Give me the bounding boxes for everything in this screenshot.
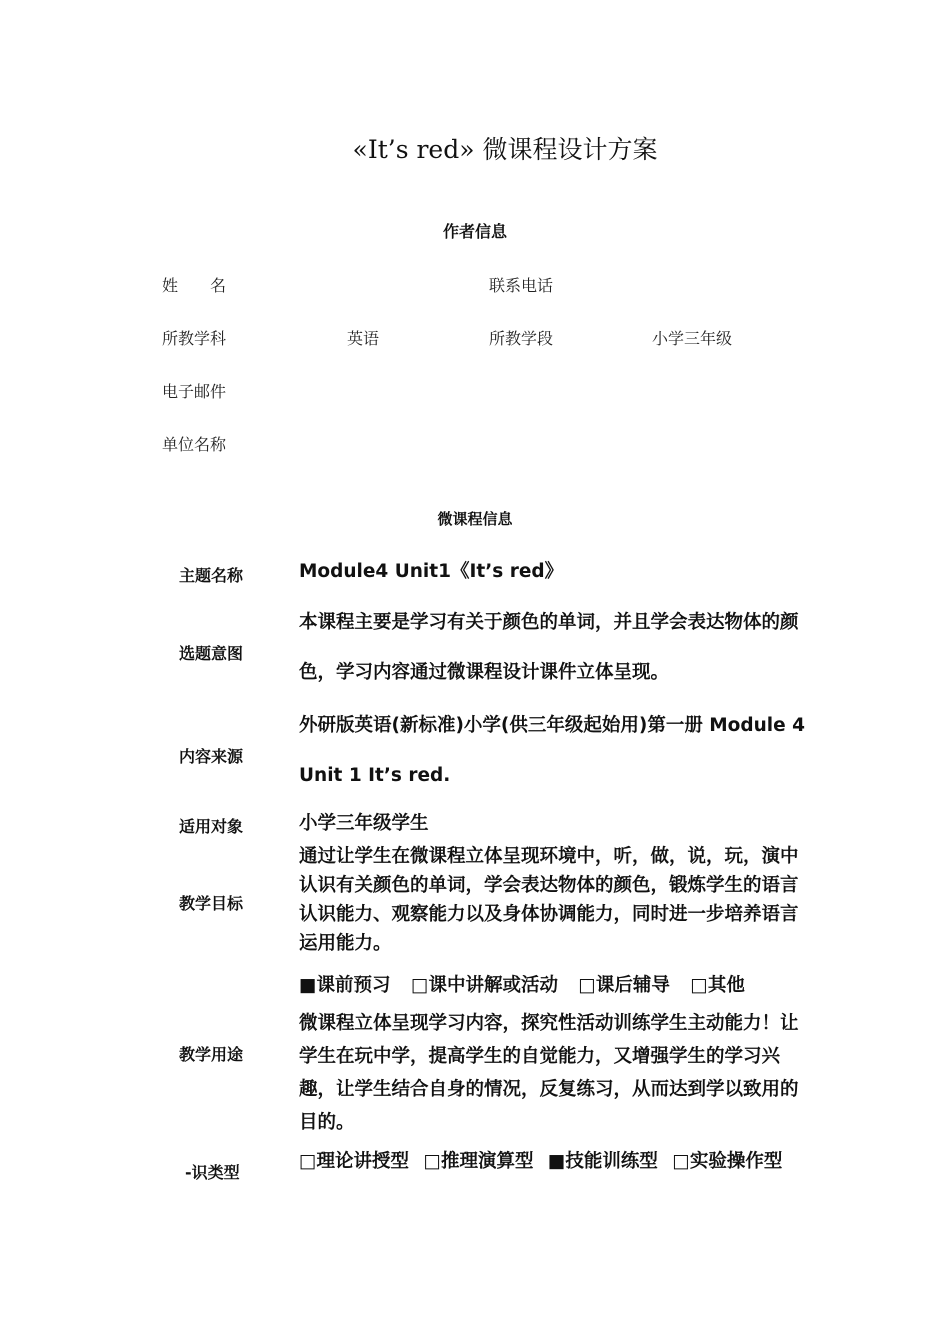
document-title: «It’s red» 微课程设计方案 <box>352 135 658 164</box>
stage-value: 小学三年级 <box>652 329 733 348</box>
type-label: -识类型 <box>185 1163 240 1182</box>
type-option-reasoning[interactable] <box>423 1147 533 1173</box>
usage-option-in-class[interactable] <box>411 971 558 997</box>
goals-label: 教学目标 <box>179 894 244 913</box>
audience-value: 小学三年级学生 <box>299 813 429 834</box>
usage-option-label: 课后辅导 <box>595 975 670 996</box>
checkbox-empty-icon: □ <box>578 975 596 996</box>
name-label: 姓 名 <box>162 276 227 295</box>
type-option-skill[interactable] <box>548 1147 658 1173</box>
usage-option-label: 其他 <box>707 975 745 996</box>
usage-options <box>299 971 759 997</box>
author-info-heading: 作者信息 <box>442 222 507 241</box>
usage-option-preview[interactable] <box>299 971 391 997</box>
type-option-label: 技能训练型 <box>565 1151 658 1172</box>
type-option-theory[interactable] <box>299 1147 409 1173</box>
usage-option-after-class[interactable] <box>578 971 670 997</box>
source-label: 内容来源 <box>179 747 244 766</box>
checkbox-checked-icon: ■ <box>547 1151 566 1172</box>
course-info-heading: 微课程信息 <box>437 510 513 528</box>
topic-label: 主题名称 <box>179 566 244 585</box>
checkbox-empty-icon: □ <box>672 1151 690 1172</box>
usage-option-label: 课中讲解或活动 <box>428 975 558 996</box>
email-label: 电子邮件 <box>162 382 227 401</box>
type-options <box>299 1147 782 1173</box>
type-option-label: 推理演算型 <box>440 1151 534 1172</box>
checkbox-empty-icon: □ <box>423 1151 441 1172</box>
unit-label: 单位名称 <box>162 435 227 454</box>
type-option-label: 实验操作型 <box>689 1151 783 1172</box>
audience-label: 适用对象 <box>179 817 244 836</box>
source-value: 外研版英语(新标准)小学(供三年级起始用)第一册 Module 4 Unit 1 It’s red. <box>299 715 824 786</box>
usage-option-label: 课前预习 <box>316 975 391 996</box>
goals-value: 通过让学生在微课程立体呈现环境中，听，做，说，玩，演中认识有关颜色的单词，学会表达物体的颜色，锻炼学生的语言认识能力、观察能力以及身体协调能力，同时进一步培养语言运用能力。 <box>299 846 799 954</box>
phone-label: 联系电话 <box>489 276 554 295</box>
usage-label: 教学用途 <box>179 1045 244 1064</box>
usage-option-other[interactable] <box>690 971 745 997</box>
topic-value: Module4 Unit1《It’s red》 <box>299 561 564 582</box>
subject-label: 所教学科 <box>162 329 227 348</box>
intent-label: 选题意图 <box>179 644 244 663</box>
usage-value: 微课程立体呈现学习内容，探究性活动训练学生主动能力！让学生在玩中学，提高学生的自觉能力，又增强学生的学习兴趣，让学生结合自身的情况，反复练习，从而达到学以致用的目的。 <box>299 1013 799 1133</box>
intent-value: 本课程主要是学习有关于颜色的单词，并且学会表达物体的颜色，学习内容通过微课程设计课件立体呈现。 <box>299 612 799 683</box>
type-option-label: 理论讲授型 <box>316 1151 409 1172</box>
checkbox-empty-icon: □ <box>410 975 429 996</box>
subject-value: 英语 <box>347 329 380 348</box>
stage-label: 所教学段 <box>489 329 554 348</box>
type-option-experiment[interactable] <box>672 1147 782 1173</box>
checkbox-empty-icon: □ <box>690 975 708 996</box>
checkbox-checked-icon: ■ <box>299 975 317 996</box>
checkbox-empty-icon: □ <box>299 1151 317 1172</box>
